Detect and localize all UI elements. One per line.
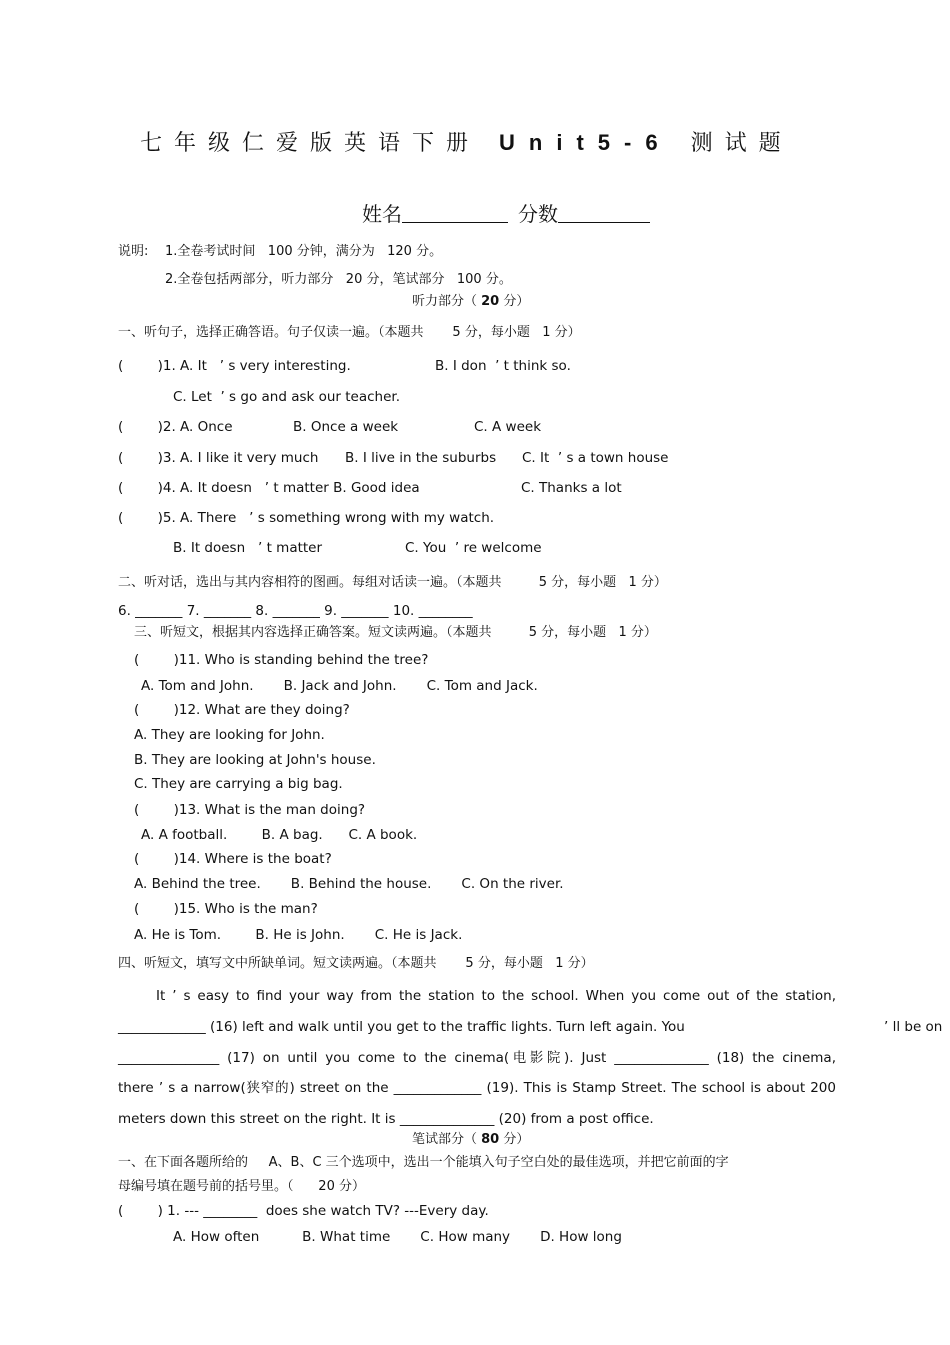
title-cn-prefix: 七年级仁爱版英语下册 bbox=[140, 131, 481, 156]
title-cn-suffix: 测试题 bbox=[690, 131, 793, 156]
question-15-options: A. He is Tom. B. He is John. C. He is Jack. bbox=[134, 927, 463, 943]
question-13-stem: ( )13. What is the man doing? bbox=[134, 802, 366, 818]
passage-line-2: _____________ (16) left and walk until you get to the traffic lights. Turn left again. You bbox=[118, 1019, 685, 1035]
listening-header-prefix: 听力部分（ bbox=[412, 294, 482, 309]
question-15-stem: ( )15. Who is the man? bbox=[134, 901, 318, 917]
passage-line-2-tail: ’ ll be on bbox=[884, 1019, 943, 1035]
score-blank[interactable] bbox=[558, 202, 650, 223]
question-1-stem: ( )1. A. It ’ s very interesting. bbox=[118, 358, 351, 374]
writing-header-prefix: 笔试部分（ bbox=[412, 1132, 482, 1147]
question-13-options: A. A football. B. A bag. C. A book. bbox=[141, 827, 418, 843]
passage-line-1: It ’ s easy to find your way from the station to the school. When you come out of the station, bbox=[156, 988, 836, 1004]
listening-part1-instruction: 一、听句子，选择正确答语。句子仅读一遍。（本题共 5 分，每小题 1 分） bbox=[118, 325, 581, 340]
listening-header-suffix: 分） bbox=[499, 294, 530, 309]
question-1-option-b: B. I don ’ t think so. bbox=[435, 358, 571, 374]
writing-header bbox=[412, 1131, 529, 1149]
passage-line-4: there ’ s a narrow(狭窄的) street on the _____________ (19). This is Stamp Street. The school is about 200 bbox=[118, 1080, 836, 1096]
question-2-option-c: C. A week bbox=[474, 419, 542, 435]
question-12-option-a: A. They are looking for John. bbox=[134, 727, 325, 743]
name-blank[interactable] bbox=[402, 202, 508, 223]
instructions-line1: 1.全卷考试时间 100 分钟，满分为 120 分。 bbox=[165, 244, 443, 259]
title-unit: Unit5-6 bbox=[499, 130, 672, 155]
question-11-options: A. Tom and John. B. Jack and John. C. Tom and Jack. bbox=[141, 678, 538, 694]
listening-part2-instruction: 二、听对话，选出与其内容相符的图画。每组对话读一遍。（本题共 5 分，每小题 1 分） bbox=[118, 575, 667, 590]
instructions-line2: 2.全卷包括两部分，听力部分 20 分，笔试部分 100 分。 bbox=[165, 272, 512, 287]
writing-header-score: 80 bbox=[481, 1132, 500, 1147]
question-2-stem: ( )2. A. Once bbox=[118, 419, 233, 435]
writing-header-suffix: 分） bbox=[499, 1132, 530, 1147]
question-3-option-b: B. I live in the suburbs bbox=[345, 450, 497, 466]
question-2-option-b: B. Once a week bbox=[293, 419, 399, 435]
question-5-option-c: C. You ’ re welcome bbox=[405, 540, 542, 556]
question-5-stem: ( )5. A. There ’ s something wrong with my watch. bbox=[118, 510, 495, 526]
writing-question-1-options: A. How often B. What time C. How many D. How long bbox=[173, 1229, 622, 1245]
listening-part4-instruction: 四、听短文，填写文中所缺单词。短文读两遍。（本题共 5 分，每小题 1 分） bbox=[118, 956, 594, 971]
question-4-stem: ( )4. A. It doesn ’ t matter B. Good idea bbox=[118, 480, 420, 496]
question-1-option-c: C. Let ’ s go and ask our teacher. bbox=[173, 389, 401, 405]
question-3-stem: ( )3. A. I like it very much bbox=[118, 450, 319, 466]
name-label: 姓名 bbox=[362, 202, 402, 226]
listening-header bbox=[412, 293, 529, 311]
writing-part1-instruction-line2: 母编号填在题号前的括号里。（ 20 分） bbox=[118, 1179, 365, 1194]
question-14-stem: ( )14. Where is the boat? bbox=[134, 851, 332, 867]
question-12-stem: ( )12. What are they doing? bbox=[134, 702, 350, 718]
passage-line-5: meters down this street on the right. It is ______________ (20) from a post office. bbox=[118, 1111, 654, 1127]
instructions-label: 说明: bbox=[118, 244, 149, 259]
question-3-option-c: C. It ’ s a town house bbox=[522, 450, 669, 466]
score-label: 分数 bbox=[518, 202, 558, 226]
name-score-row bbox=[362, 202, 650, 226]
question-11-stem: ( )11. Who is standing behind the tree? bbox=[134, 652, 429, 668]
listening-part3-instruction: 三、听短文，根据其内容选择正确答案。短文读两遍。（本题共 5 分，每小题 1 分） bbox=[134, 625, 657, 640]
question-14-options: A. Behind the tree. B. Behind the house. C. On the river. bbox=[134, 876, 564, 892]
passage-line-3: _______________ (17) on until you come to the cinema(电影院). Just ______________ (18) the cinema, bbox=[118, 1050, 836, 1066]
question-12-option-c: C. They are carrying a big bag. bbox=[134, 776, 343, 792]
writing-question-1-stem: ( ) 1. --- ________ does she watch TV? ---Every day. bbox=[118, 1203, 489, 1219]
page-title bbox=[140, 130, 793, 156]
question-5-option-b: B. It doesn ’ t matter bbox=[173, 540, 323, 556]
question-4-option-c: C. Thanks a lot bbox=[521, 480, 622, 496]
listening-header-score: 20 bbox=[481, 294, 500, 309]
writing-part1-instruction-line1: 一、在下面各题所给的 A、B、C 三个选项中，选出一个能填入句子空白处的最佳选项，并把它前面的字 bbox=[118, 1155, 729, 1170]
question-12-option-b: B. They are looking at John's house. bbox=[134, 752, 376, 768]
listening-part2-blanks: 6. _______ 7. _______ 8. _______ 9. _______ 10. ________ bbox=[118, 603, 473, 619]
